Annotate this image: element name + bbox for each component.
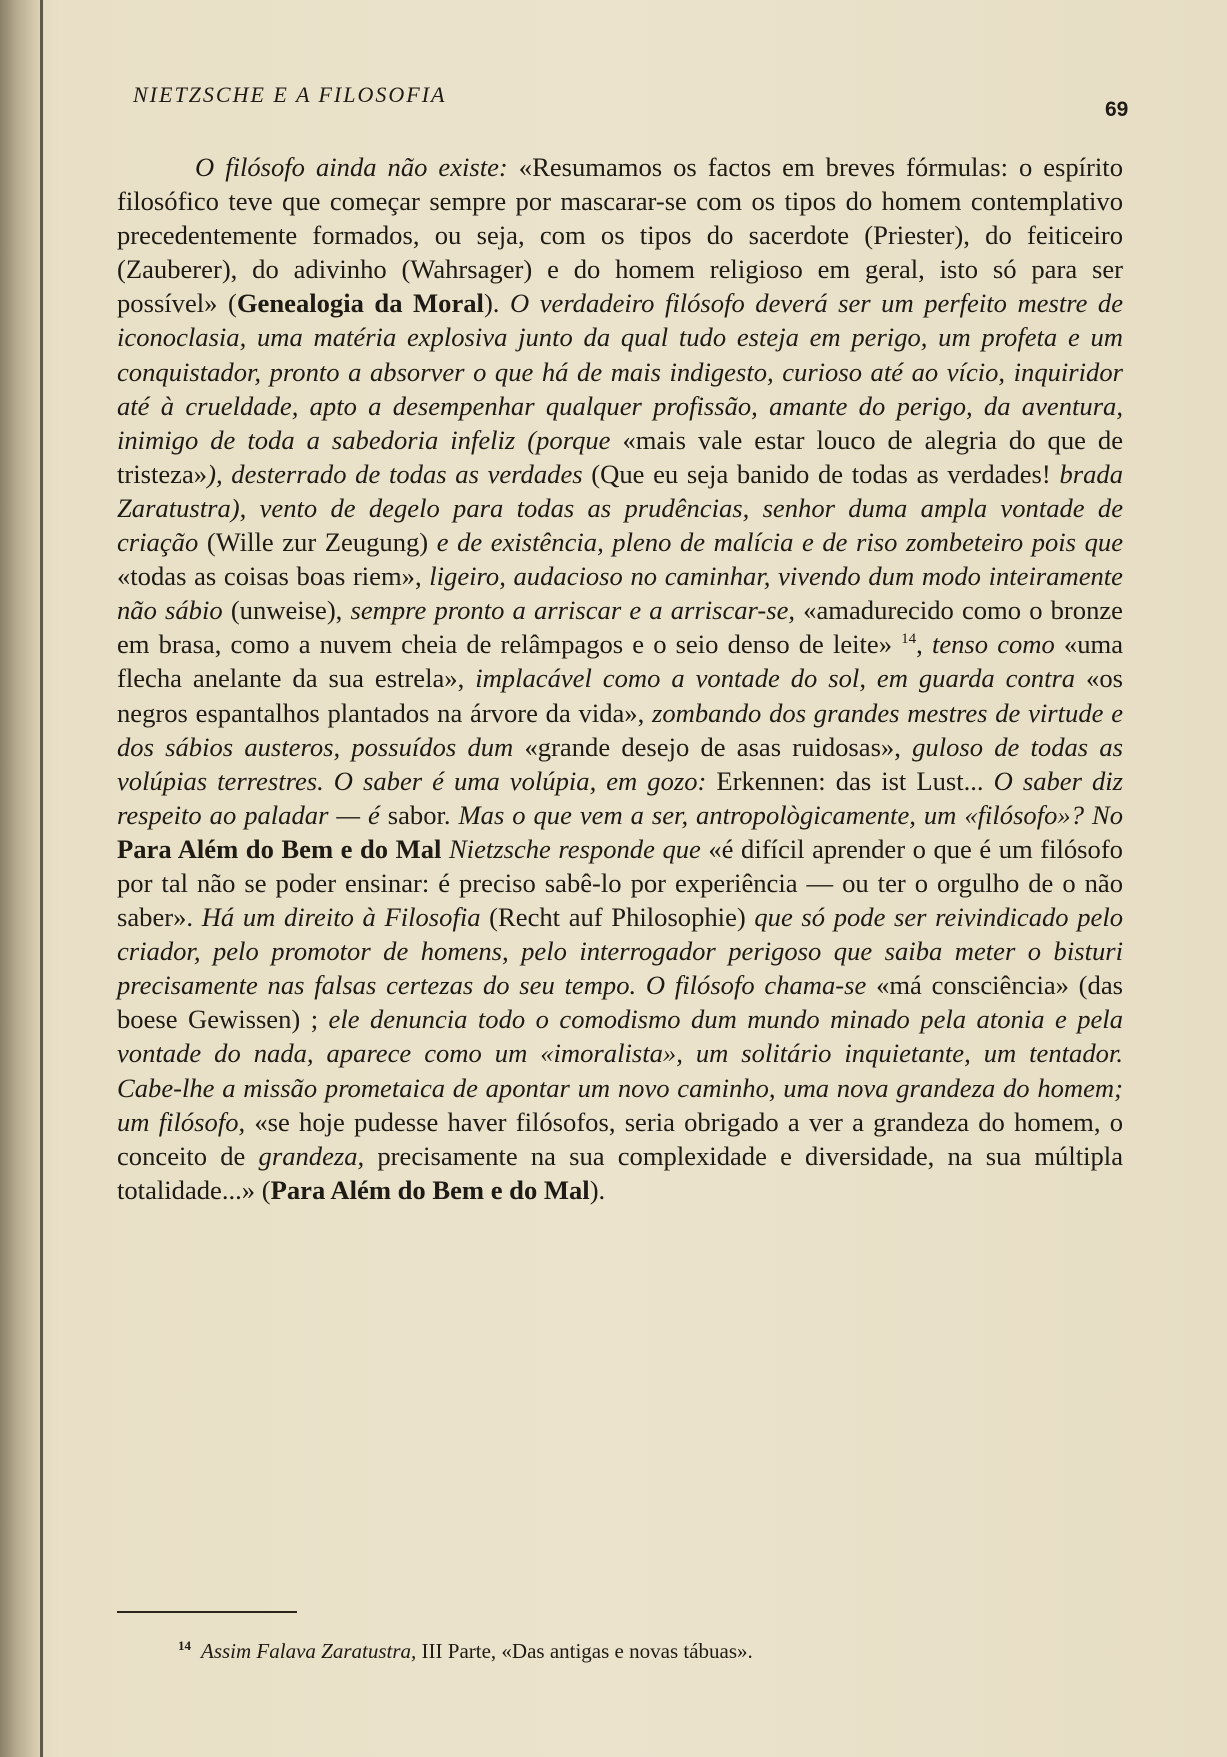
text-roman: ). xyxy=(589,1174,606,1205)
text-italic: tenso como xyxy=(931,629,1055,660)
text-italic: guloso de todas as volúpias terrestres. O saber é uma volúpia, em gozo: xyxy=(117,731,1124,796)
footnote-marker: 14 xyxy=(178,1638,191,1653)
text-italic: Há um direito à Filosofia xyxy=(201,902,481,933)
footnote-divider xyxy=(117,1611,297,1613)
text-roman: «os negros espantalhos plantados na árvore da vida», xyxy=(117,663,1124,728)
text-roman: precisamente na sua complexidade e diversidade, na sua múltipla totalidade...» ( xyxy=(117,1140,1124,1205)
footnote xyxy=(178,1638,753,1664)
text-roman: (Recht auf Philosophie) xyxy=(480,902,755,933)
text-italic: ele denuncia todo o comodismo dum mundo minado pela atonia e pela vontade do nada, aparece como um «imoralista», um solitário inquietante, um tentador. Cabe-lhe a missão prometaica de apontar um novo caminho, uma nova grandeza do homem; um filósofo, xyxy=(117,1004,1123,1137)
text-roman: «mais vale estar louco de alegria do que de tristeza» xyxy=(117,424,1124,489)
text-italic: implacável como a vontade do sol, em guarda contra xyxy=(475,663,1076,694)
text-roman: Erkennen: das ist Lust... xyxy=(706,765,994,796)
text-italic: que só pode ser reivindicado pelo criador, pelo promotor de homens, pelo interrogador perigoso que saiba meter o bisturi precisamente nas falsas certezas do seu tempo. O filósofo chama-se xyxy=(117,902,1124,1001)
text-roman: (unweise), xyxy=(222,595,351,626)
footnote-source-title: Assim Falava Zaratustra, xyxy=(201,1639,417,1663)
text-italic: e de existência, pleno de malícia e de riso zombeteiro pois que xyxy=(436,527,1123,558)
text-italic: O saber diz respeito ao paladar — é xyxy=(117,765,1124,830)
text-roman: (Que eu seja banido de todas as verdades! xyxy=(582,458,1060,489)
text-roman: , xyxy=(916,629,932,660)
text-italic: Nietzsche responde que xyxy=(441,833,701,864)
footnote-detail: III Parte, «Das antigas e novas tábuas». xyxy=(416,1639,753,1663)
text-italic: O filósofo ainda não existe: xyxy=(195,152,508,182)
page-number: 69 xyxy=(1105,98,1129,121)
text-roman: «má consciência» (das boese Gewissen) ; xyxy=(117,970,1123,1035)
text-roman: «uma flecha anelante da sua estrela», xyxy=(117,629,1124,694)
text-roman: «amadurecido como o bronze em brasa, como a nuvem cheia de relâmpagos e o seio denso de leite» xyxy=(117,595,1123,660)
text-roman: «é difícil aprender o que é um filósofo por tal não se poder ensinar: é preciso sabê-lo por experiência — ou ter o orgulho de o não saber». xyxy=(117,833,1123,933)
text-italic: ), desterrado de todas as verdades xyxy=(207,458,583,489)
text-italic: Mas o que vem a ser, antropològicamente, um «filósofo»? No xyxy=(458,799,1123,830)
text-italic: sempre pronto a arriscar e a arriscar-se, xyxy=(350,595,796,626)
footnote-reference: 14 xyxy=(901,631,917,648)
text-roman: «se hoje pudesse haver filósofos, seria obrigado a ver a grandeza do homem, o conceito de xyxy=(117,1106,1124,1171)
work-title-bold: Genealogia da Moral xyxy=(236,288,484,319)
work-title-bold: Para Além do Bem e do Mal xyxy=(270,1174,590,1205)
text-roman: sabor. xyxy=(379,799,459,830)
text-roman: «grande desejo de asas ruidosas», xyxy=(513,731,913,762)
binding-edge-line xyxy=(40,0,43,1757)
running-header-title: NIETZSCHE E A FILOSOFIA xyxy=(133,82,447,107)
main-text-block xyxy=(117,150,1123,1207)
book-binding-shadow xyxy=(0,0,44,1757)
text-italic: O verdadeiro filósofo deverá ser um perfeito mestre de iconoclasia, uma matéria explosiva junto da qual tudo esteja em perigo, um profeta e um conquistador, pronto a absorver o que há de mais indigesto, curioso até ao vício, inquiridor até à crueldade, apto a desempenhar qualquer profissão, amante do perigo, da aventura, inimigo de toda a sabedoria infeliz (porque xyxy=(117,288,1123,455)
text-italic: ligeiro, audacioso no caminhar, vivendo dum modo inteiramente não sábio xyxy=(117,561,1123,626)
text-roman: «Resumamos os factos em breves fórmulas: o espírito filosófico teve que começar sempre por mascarar-se com os tipos do homem contemplativo precedentemente formados, ou seja, com os tipos do sacerdote (Priester), do feiticeiro (Zauberer), do adivinho (Wahrsager) e do homem religioso em geral, isto só para ser possível» ( xyxy=(117,152,1123,319)
text-roman: ). xyxy=(483,288,510,319)
text-italic: brada Zaratustra), vento de degelo para todas as prudências, senhor duma ampla vontade de criação xyxy=(117,458,1123,558)
work-title-bold: Para Além do Bem e do Mal xyxy=(117,833,442,864)
body-paragraph xyxy=(117,150,1123,1207)
text-italic: zombando dos grandes mestres de virtude e dos sábios austeros, possuídos dum xyxy=(117,697,1123,762)
text-roman: (Wille zur Zeugung) xyxy=(198,527,437,558)
text-italic: grandeza, xyxy=(258,1140,365,1171)
text-roman: «todas as coisas boas riem», xyxy=(117,561,430,592)
